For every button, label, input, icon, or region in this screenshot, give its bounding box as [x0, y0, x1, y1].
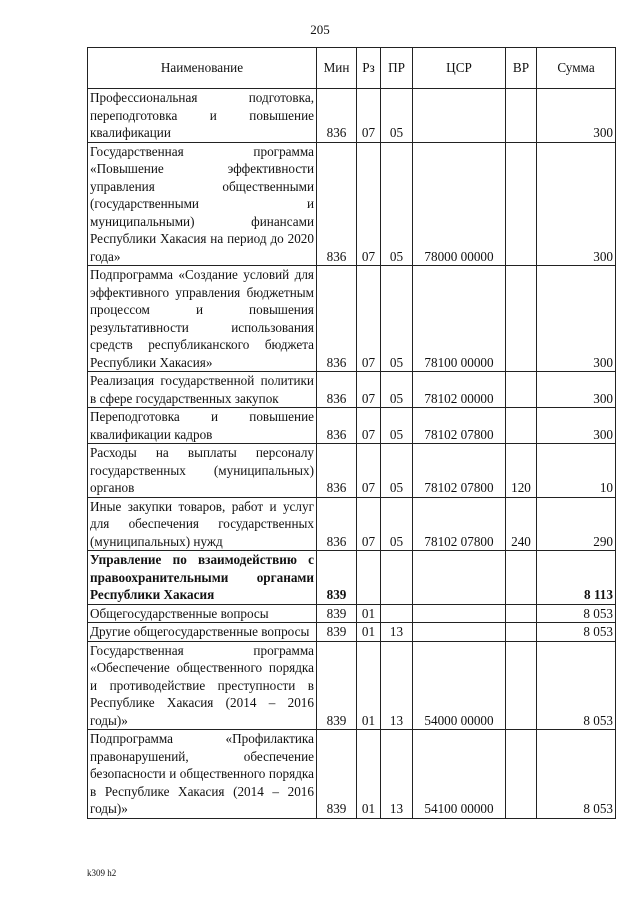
cell-csr: 54000 00000	[413, 641, 506, 730]
table-row	[88, 551, 616, 605]
cell-min: 839	[317, 551, 357, 605]
table-row	[88, 142, 616, 266]
cell-min: 836	[317, 497, 357, 551]
cell-name: Реализация государственной политики в сфере государственных закупок	[88, 372, 317, 408]
cell-csr	[413, 623, 506, 642]
cell-vr	[506, 730, 537, 819]
cell-pr: 13	[381, 641, 413, 730]
cell-min: 836	[317, 408, 357, 444]
cell-sum: 300	[537, 266, 616, 372]
cell-name: Подпрограмма «Создание условий для эффективного управления бюджетным процессом и повышения результативности использования средств республиканского бюджета Республики Хакасия»	[88, 266, 317, 372]
cell-pr: 05	[381, 497, 413, 551]
cell-csr: 78102 07800	[413, 408, 506, 444]
cell-vr	[506, 408, 537, 444]
table-header-row	[88, 48, 616, 89]
cell-vr	[506, 89, 537, 143]
cell-min: 839	[317, 730, 357, 819]
cell-csr: 78102 00000	[413, 372, 506, 408]
cell-rz: 07	[357, 497, 381, 551]
cell-vr	[506, 551, 537, 605]
table-row	[88, 266, 616, 372]
table-row	[88, 641, 616, 730]
cell-min: 839	[317, 623, 357, 642]
cell-min: 839	[317, 641, 357, 730]
cell-name: Государственная программа «Повышение эффективности управления общественными (государственными и муниципальными) финансами Республики Хакасия на период до 2020 года»	[88, 142, 317, 266]
cell-rz: 01	[357, 641, 381, 730]
cell-csr: 78102 07800	[413, 444, 506, 498]
cell-vr: 240	[506, 497, 537, 551]
cell-csr: 54100 00000	[413, 730, 506, 819]
cell-name: Профессиональная подготовка, переподготовка и повышение квалификации	[88, 89, 317, 143]
cell-name: Государственная программа «Обеспечение общественного порядка и противодействие преступности в Республике Хакасия (2014 – 2016 годы)»	[88, 641, 317, 730]
cell-name: Переподготовка и повышение квалификации кадров	[88, 408, 317, 444]
cell-vr	[506, 641, 537, 730]
cell-pr: 05	[381, 89, 413, 143]
cell-sum: 300	[537, 408, 616, 444]
cell-csr: 78102 07800	[413, 497, 506, 551]
cell-pr: 05	[381, 372, 413, 408]
budget-table	[87, 47, 616, 819]
table-row	[88, 444, 616, 498]
cell-pr	[381, 551, 413, 605]
cell-rz: 07	[357, 372, 381, 408]
cell-csr	[413, 551, 506, 605]
cell-pr: 05	[381, 266, 413, 372]
cell-rz	[357, 551, 381, 605]
cell-vr: 120	[506, 444, 537, 498]
cell-pr: 05	[381, 142, 413, 266]
cell-name: Управление по взаимодействию с правоохранительными органами Республики Хакасия	[88, 551, 317, 605]
cell-pr: 13	[381, 623, 413, 642]
header-name: Наименование	[88, 48, 317, 89]
table-row	[88, 623, 616, 642]
cell-vr	[506, 623, 537, 642]
cell-rz: 01	[357, 730, 381, 819]
table-row	[88, 408, 616, 444]
cell-sum: 8 053	[537, 730, 616, 819]
cell-pr: 05	[381, 444, 413, 498]
cell-min: 836	[317, 372, 357, 408]
cell-csr: 78000 00000	[413, 142, 506, 266]
cell-min: 839	[317, 604, 357, 623]
cell-pr: 05	[381, 408, 413, 444]
cell-vr	[506, 604, 537, 623]
table-row	[88, 730, 616, 819]
table-row	[88, 372, 616, 408]
cell-name: Общегосударственные вопросы	[88, 604, 317, 623]
cell-csr: 78100 00000	[413, 266, 506, 372]
cell-sum: 300	[537, 142, 616, 266]
cell-vr	[506, 266, 537, 372]
header-min: Мин	[317, 48, 357, 89]
cell-min: 836	[317, 142, 357, 266]
cell-name: Расходы на выплаты персоналу государственных (муниципальных) органов	[88, 444, 317, 498]
cell-vr	[506, 372, 537, 408]
header-rz: Рз	[357, 48, 381, 89]
cell-csr	[413, 89, 506, 143]
cell-sum: 8 053	[537, 641, 616, 730]
cell-sum: 8 113	[537, 551, 616, 605]
cell-sum: 300	[537, 372, 616, 408]
cell-min: 836	[317, 444, 357, 498]
cell-rz: 07	[357, 408, 381, 444]
table-row	[88, 497, 616, 551]
cell-sum: 8 053	[537, 623, 616, 642]
header-vr: ВР	[506, 48, 537, 89]
cell-rz: 01	[357, 604, 381, 623]
table-body	[88, 89, 616, 819]
cell-name: Иные закупки товаров, работ и услуг для обеспечения государственных (муниципальных) нужд	[88, 497, 317, 551]
header-csr: ЦСР	[413, 48, 506, 89]
cell-pr	[381, 604, 413, 623]
cell-sum: 300	[537, 89, 616, 143]
cell-sum: 8 053	[537, 604, 616, 623]
cell-rz: 07	[357, 142, 381, 266]
cell-min: 836	[317, 89, 357, 143]
cell-vr	[506, 142, 537, 266]
cell-sum: 10	[537, 444, 616, 498]
table-row	[88, 89, 616, 143]
header-pr: ПР	[381, 48, 413, 89]
header-sum: Сумма	[537, 48, 616, 89]
table-row	[88, 604, 616, 623]
page-number: 205	[310, 22, 330, 37]
cell-pr: 13	[381, 730, 413, 819]
cell-name: Другие общегосударственные вопросы	[88, 623, 317, 642]
footer-code: k309 h2	[87, 868, 117, 878]
cell-rz: 01	[357, 623, 381, 642]
cell-min: 836	[317, 266, 357, 372]
cell-sum: 290	[537, 497, 616, 551]
cell-rz: 07	[357, 266, 381, 372]
cell-name: Подпрограмма «Профилактика правонарушений, обеспечение безопасности и общественного порядка в Республике Хакасия (2014 – 2016 годы)»	[88, 730, 317, 819]
cell-rz: 07	[357, 89, 381, 143]
cell-rz: 07	[357, 444, 381, 498]
cell-csr	[413, 604, 506, 623]
